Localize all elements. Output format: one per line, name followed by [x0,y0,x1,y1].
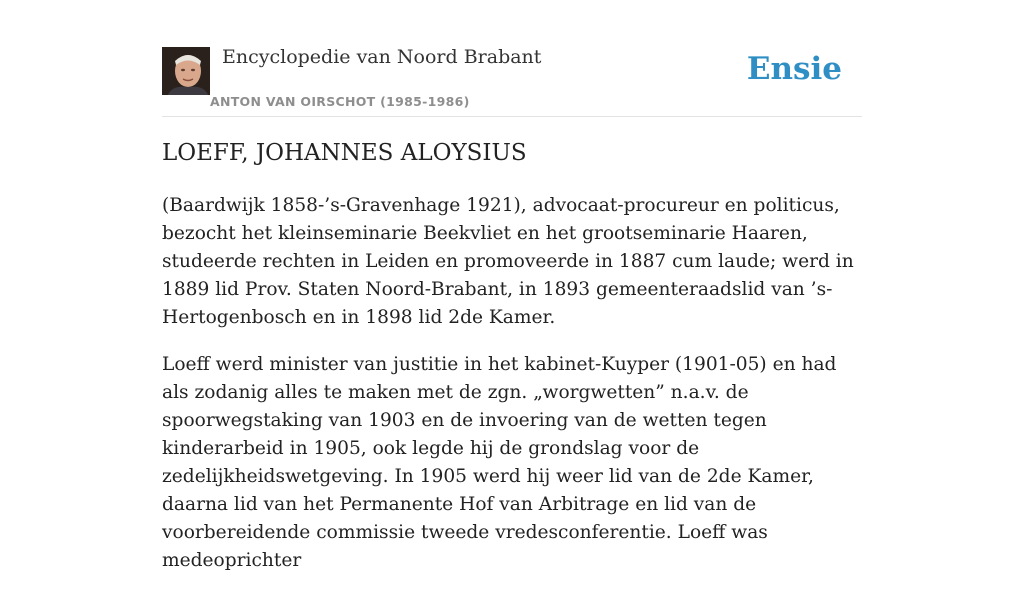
ensie-logo[interactable]: Ensie [746,51,842,87]
author-portrait-icon [162,47,210,95]
author-name[interactable]: ANTON VAN OIRSCHOT (1985-1986) [210,94,470,109]
header [162,0,862,117]
page [162,0,862,571]
article-body [162,192,862,594]
author-avatar[interactable] [162,47,210,95]
article-paragraph: (Baardwijk 1858-’s-Gravenhage 1921), advocaat-procureur en politicus, bezocht het kleinseminarie Beekvliet en het grootseminarie Haaren, studeerde rechten in Leiden en promoveerde in 1887 cum laude; werd in 1889 lid Prov. Staten Noord-Brabant, in 1893 gemeenteraadslid van ’s-Hertogenbosch en in 1898 lid 2de Kamer. [162,195,854,328]
article-paragraph: Loeff werd minister van justitie in het kabinet-Kuyper (1901-05) en had als zodanig alles te maken met de zgn. „worgwetten” n.a.v. de spoorwegstaking van 1903 en de invoering van de wetten tegen kinderarbeid in 1905, ook legde hij de grondslag voor de zedelijkheidswetgeving. In 1905 werd hij weer lid van de 2de Kamer, daarna lid van het Permanente Hof van Arbitrage en lid van de voorbereidende commissie tweede vredesconferentie. Loeff was medeoprichter [162,354,837,571]
entry-title: LOEFF, JOHANNES ALOYSIUS [162,140,527,166]
book-title[interactable]: Encyclopedie van Noord Brabant [222,46,542,68]
